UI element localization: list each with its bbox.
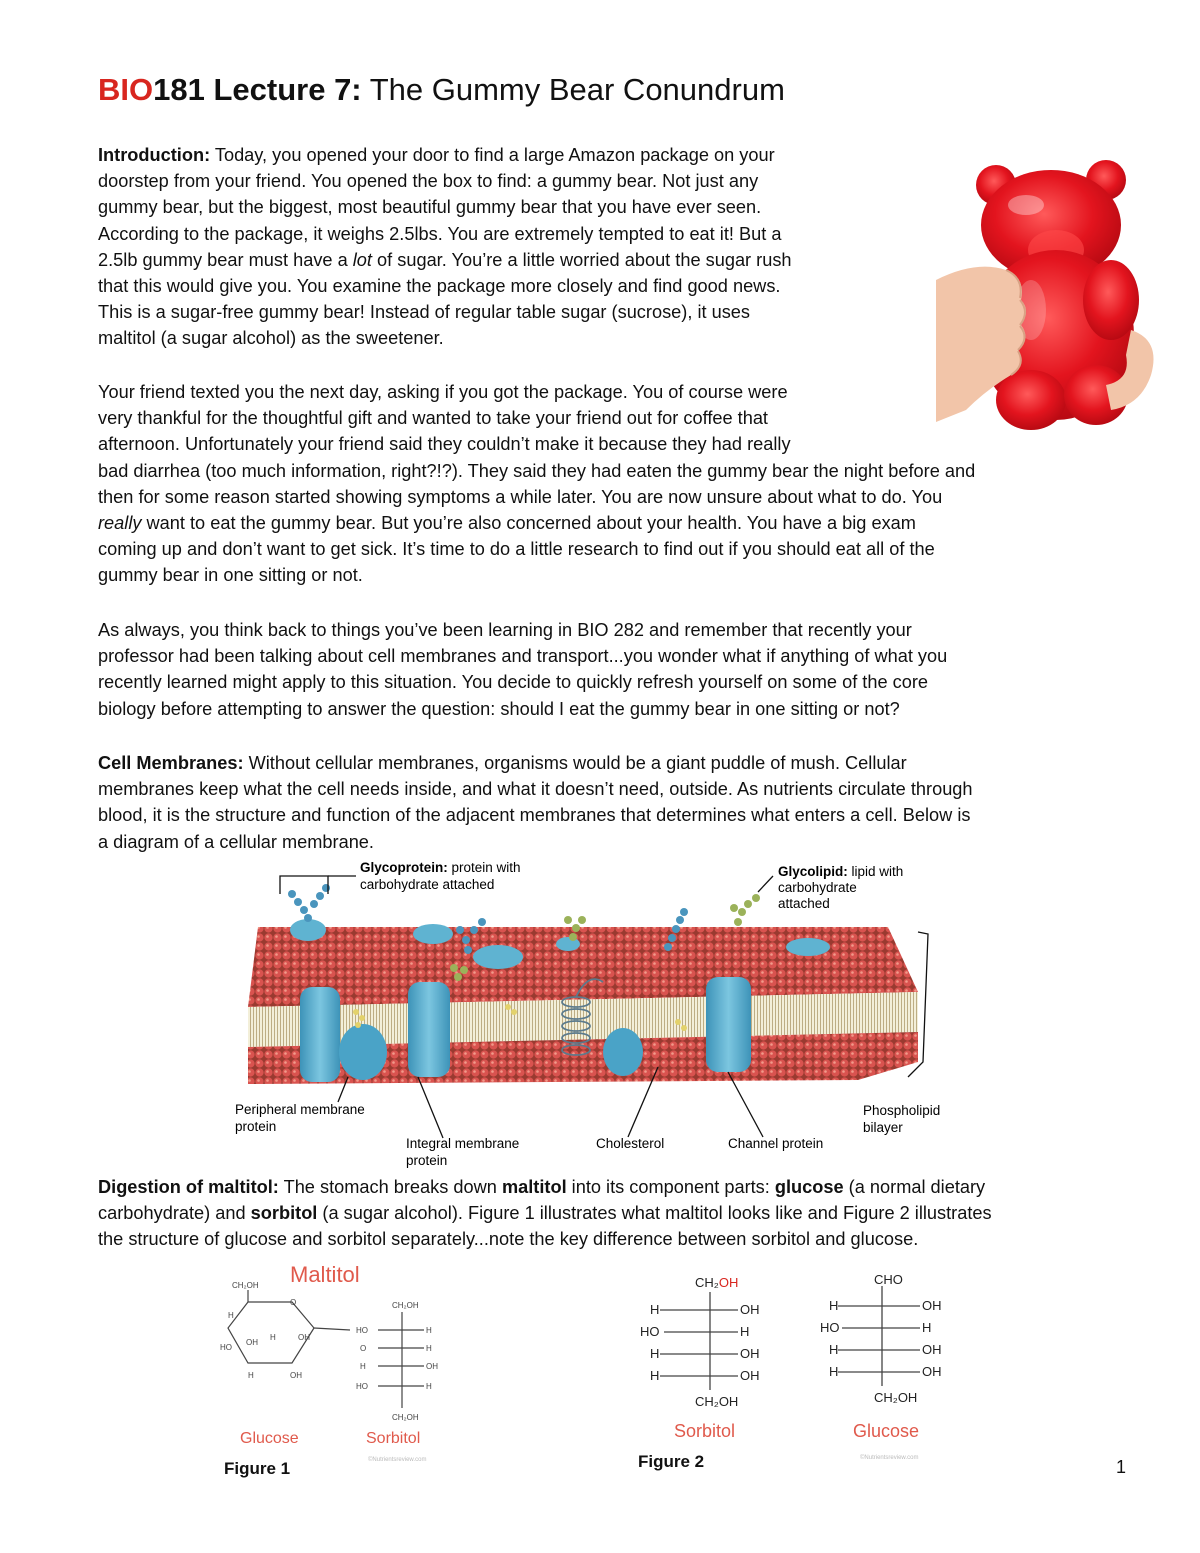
title-course: BIO — [98, 72, 154, 107]
text-line: the structure of glucose and sorbitol separately...note the key difference between sorbitol and glucose. — [98, 1229, 919, 1250]
h-label: H — [270, 1333, 276, 1342]
phospholipid-label-1: Phospholipid — [863, 1103, 941, 1118]
ch2-label: CH₂ — [695, 1275, 719, 1290]
text-line: blood, it is the structure and function of the adjacent membranes that determines what enters a cell. Below is — [98, 805, 971, 826]
fig2-watermark: ©Nutrientsreview.com — [860, 1455, 919, 1461]
text-line: membranes keep what the cell needs inside, and what it doesn’t need, outside. As nutrients circulate through — [98, 779, 973, 800]
peripheral-protein-shape — [339, 1024, 387, 1080]
ho-label: HO — [356, 1382, 368, 1391]
text-line: professor had been talking about cell membranes and transport...you wonder what if anything of what you — [98, 646, 948, 667]
emphasis-text: really — [98, 513, 142, 534]
oh-label: OH — [922, 1298, 942, 1313]
h-label: H — [829, 1342, 839, 1357]
peripheral-label-2: protein — [235, 1119, 277, 1134]
h-label: H — [829, 1298, 839, 1313]
oh-label: OH — [290, 1371, 302, 1380]
figure-1-caption: Figure 1 — [224, 1459, 291, 1478]
svg-text:Glycolipid: lipid with — [778, 864, 903, 879]
text-line: Today, you opened your door to find a large Amazon package on your — [210, 145, 775, 165]
h-label: H — [650, 1302, 660, 1317]
ch2oh-label: CH₂OH — [695, 1394, 739, 1409]
digestion-paragraph — [98, 1174, 992, 1253]
bold-term: maltitol — [501, 1177, 567, 1197]
intro-paragraph — [98, 142, 792, 352]
text-line: that this would give you. You examine the package more closely and find good news. — [98, 276, 781, 297]
title-number: 181 — [153, 72, 205, 107]
oh-label: OH — [246, 1338, 258, 1347]
glycoprotein-title: Glycoprotein: — [360, 860, 448, 875]
ch2oh-label: CH₂OH — [392, 1301, 419, 1310]
oh-label: OH — [740, 1346, 760, 1361]
ho-label: HO — [820, 1320, 840, 1335]
text-line: maltitol (a sugar alcohol) as the sweetener. — [98, 328, 444, 349]
channel-protein-shape — [706, 977, 751, 1072]
oh-label: OH — [922, 1342, 942, 1357]
cell-membrane-diagram — [228, 852, 948, 1170]
h-label: H — [360, 1362, 366, 1371]
integral-label-2: protein — [406, 1153, 448, 1168]
oh-label: OH — [740, 1302, 760, 1317]
ho-label: HO — [356, 1326, 368, 1335]
title-lecture: Lecture 7: — [204, 72, 362, 107]
text-line: very thankful for the thoughtful gift and wanted to take your friend out for coffee that — [98, 408, 768, 429]
text-line: recently learned might apply to this situation. You decide to quickly refresh yourself on some of the core — [98, 672, 929, 693]
text-line: want to eat the gummy bear. But you’re also concerned about your health. You have a big exam — [141, 513, 916, 534]
figure-2-caption: Figure 2 — [638, 1452, 705, 1471]
digestion-label: Digestion of maltitol: — [98, 1177, 279, 1197]
intro-label: Introduction: — [98, 145, 211, 165]
figure-2-sorbitol-glucose — [620, 1262, 980, 1477]
oh-label: OH — [426, 1362, 438, 1371]
text-line: According to the package, it weighs 2.5lbs. You are extremely tempted to eat it! But a — [98, 223, 782, 244]
text-line: gummy bear in one sitting or not. — [98, 565, 363, 586]
cell-membranes-paragraph — [98, 750, 973, 855]
h-label: H — [426, 1344, 432, 1353]
oh-label: OH — [922, 1364, 942, 1379]
text-line: into its component parts: — [566, 1177, 775, 1197]
text-line: then for some reason started showing symptoms a while later. You are now unsure about what to do. You — [98, 486, 943, 507]
glycolipid-desc1: lipid with — [847, 864, 904, 879]
ch2oh-label: CH₂OH — [874, 1390, 918, 1405]
text-line: Your friend texted you the next day, asking if you got the package. You of course were — [98, 382, 788, 402]
glycolipid-desc3: attached — [778, 896, 830, 911]
fig1-sorbitol-label: Sorbitol — [366, 1430, 421, 1447]
h-label: H — [922, 1320, 932, 1335]
h-label: H — [829, 1364, 839, 1379]
cho-label: CHO — [874, 1272, 903, 1287]
fig1-watermark: ©Nutrientsreview.com — [368, 1457, 427, 1463]
ho-label: HO — [220, 1343, 232, 1352]
cell-membranes-label: Cell Membranes: — [98, 753, 244, 773]
glycolipid-desc2: carbohydrate — [778, 880, 857, 895]
channel-protein-label: Channel protein — [728, 1136, 824, 1151]
research-paragraph — [98, 617, 947, 722]
h-label: H — [650, 1368, 660, 1383]
text-line: coming up and don’t want to get sick. It’s time to do a little research to find out if you should eat all of the — [98, 539, 935, 560]
maltitol-heading: Maltitol — [290, 1262, 360, 1287]
bold-term: glucose — [774, 1177, 844, 1197]
oh-highlight: OH — [718, 1275, 739, 1290]
o-label: O — [360, 1344, 367, 1353]
ch2oh-label: CH₂OH — [392, 1413, 419, 1422]
page-title — [98, 72, 785, 108]
text-line: (a sugar alcohol). Figure 1 illustrates what maltitol looks like and Figure 2 illustrates — [317, 1203, 992, 1224]
integral-protein-3 — [603, 1028, 643, 1076]
text-line: a diagram of a cellular membrane. — [98, 831, 374, 852]
oh-label: OH — [740, 1368, 760, 1383]
cholesterol-label: Cholesterol — [596, 1136, 665, 1151]
h-label: H — [650, 1346, 660, 1361]
text-line: carbohydrate) and — [98, 1203, 251, 1224]
peripheral-label-1: Peripheral membrane — [235, 1102, 365, 1117]
sorbitol-structure — [660, 1292, 738, 1390]
text-line: 2.5lb gummy bear must have a — [98, 249, 353, 270]
text-line: bad diarrhea (too much information, right?!?). They said they had eaten the gummy bear the night before and — [98, 460, 976, 481]
text-line: Without cellular membranes, organisms would be a giant puddle of mush. Cellular — [243, 753, 907, 773]
fig2-glucose-label: Glucose — [853, 1421, 920, 1441]
glycolipid-title: Glycolipid: — [778, 864, 848, 879]
glucose-ring — [228, 1290, 350, 1363]
svg-text:CH₂OH — [695, 1275, 738, 1290]
h-label: H — [740, 1324, 750, 1339]
oh-label: OH — [298, 1333, 310, 1342]
text-line: gummy bear, but the biggest, most beautiful gummy bear that you have ever seen. — [98, 197, 762, 218]
glycoprotein-desc2: carbohydrate attached — [360, 877, 495, 892]
page-number: 1 — [1116, 1457, 1127, 1477]
h-label: H — [228, 1311, 234, 1320]
text-line: doorstep from your friend. You opened the box to find: a gummy bear. Not just any — [98, 171, 759, 192]
h-label: H — [426, 1382, 432, 1391]
ho-label: HO — [640, 1324, 660, 1339]
svg-text:Glycoprotein: protein with — [360, 860, 521, 875]
integral-label-1: Integral membrane — [406, 1136, 520, 1151]
text-line: As always, you think back to things you’ve been learning in BIO 282 and remember that recently your — [98, 620, 912, 640]
phospholipid-label-2: bilayer — [863, 1120, 903, 1135]
glycoprotein-desc1: protein with — [447, 860, 521, 875]
text-line: This is a sugar-free gummy bear! Instead of regular table sugar (sucrose), it uses — [98, 302, 751, 323]
h-label: H — [426, 1326, 432, 1335]
text-line: (a normal dietary — [843, 1177, 986, 1197]
friend-paragraph — [98, 379, 975, 589]
figure-1-maltitol — [210, 1258, 470, 1483]
fig1-glucose-label: Glucose — [240, 1430, 299, 1447]
fig2-sorbitol-label: Sorbitol — [674, 1421, 736, 1441]
gummy-bear-image — [936, 160, 1166, 440]
integral-protein-1 — [300, 987, 340, 1082]
ring-oxygen: O — [290, 1298, 297, 1307]
integral-protein-2 — [408, 982, 450, 1077]
sorbitol-chain — [378, 1312, 424, 1408]
text-line: afternoon. Unfortunately your friend said they couldn’t make it because they had really — [98, 434, 791, 455]
h-label: H — [248, 1371, 254, 1380]
bold-term: sorbitol — [250, 1203, 318, 1224]
emphasis-text: lot — [352, 249, 372, 270]
ch2oh-label: CH₂OH — [232, 1281, 259, 1290]
text-line: biology before attempting to answer the question: should I eat the gummy bear in one sitting or not? — [98, 698, 900, 719]
text-line: The stomach breaks down — [278, 1177, 502, 1197]
glucose-structure — [838, 1286, 920, 1386]
text-line: of sugar. You’re a little worried about the sugar rush — [371, 249, 792, 270]
title-name: The Gummy Bear Conundrum — [361, 72, 785, 107]
